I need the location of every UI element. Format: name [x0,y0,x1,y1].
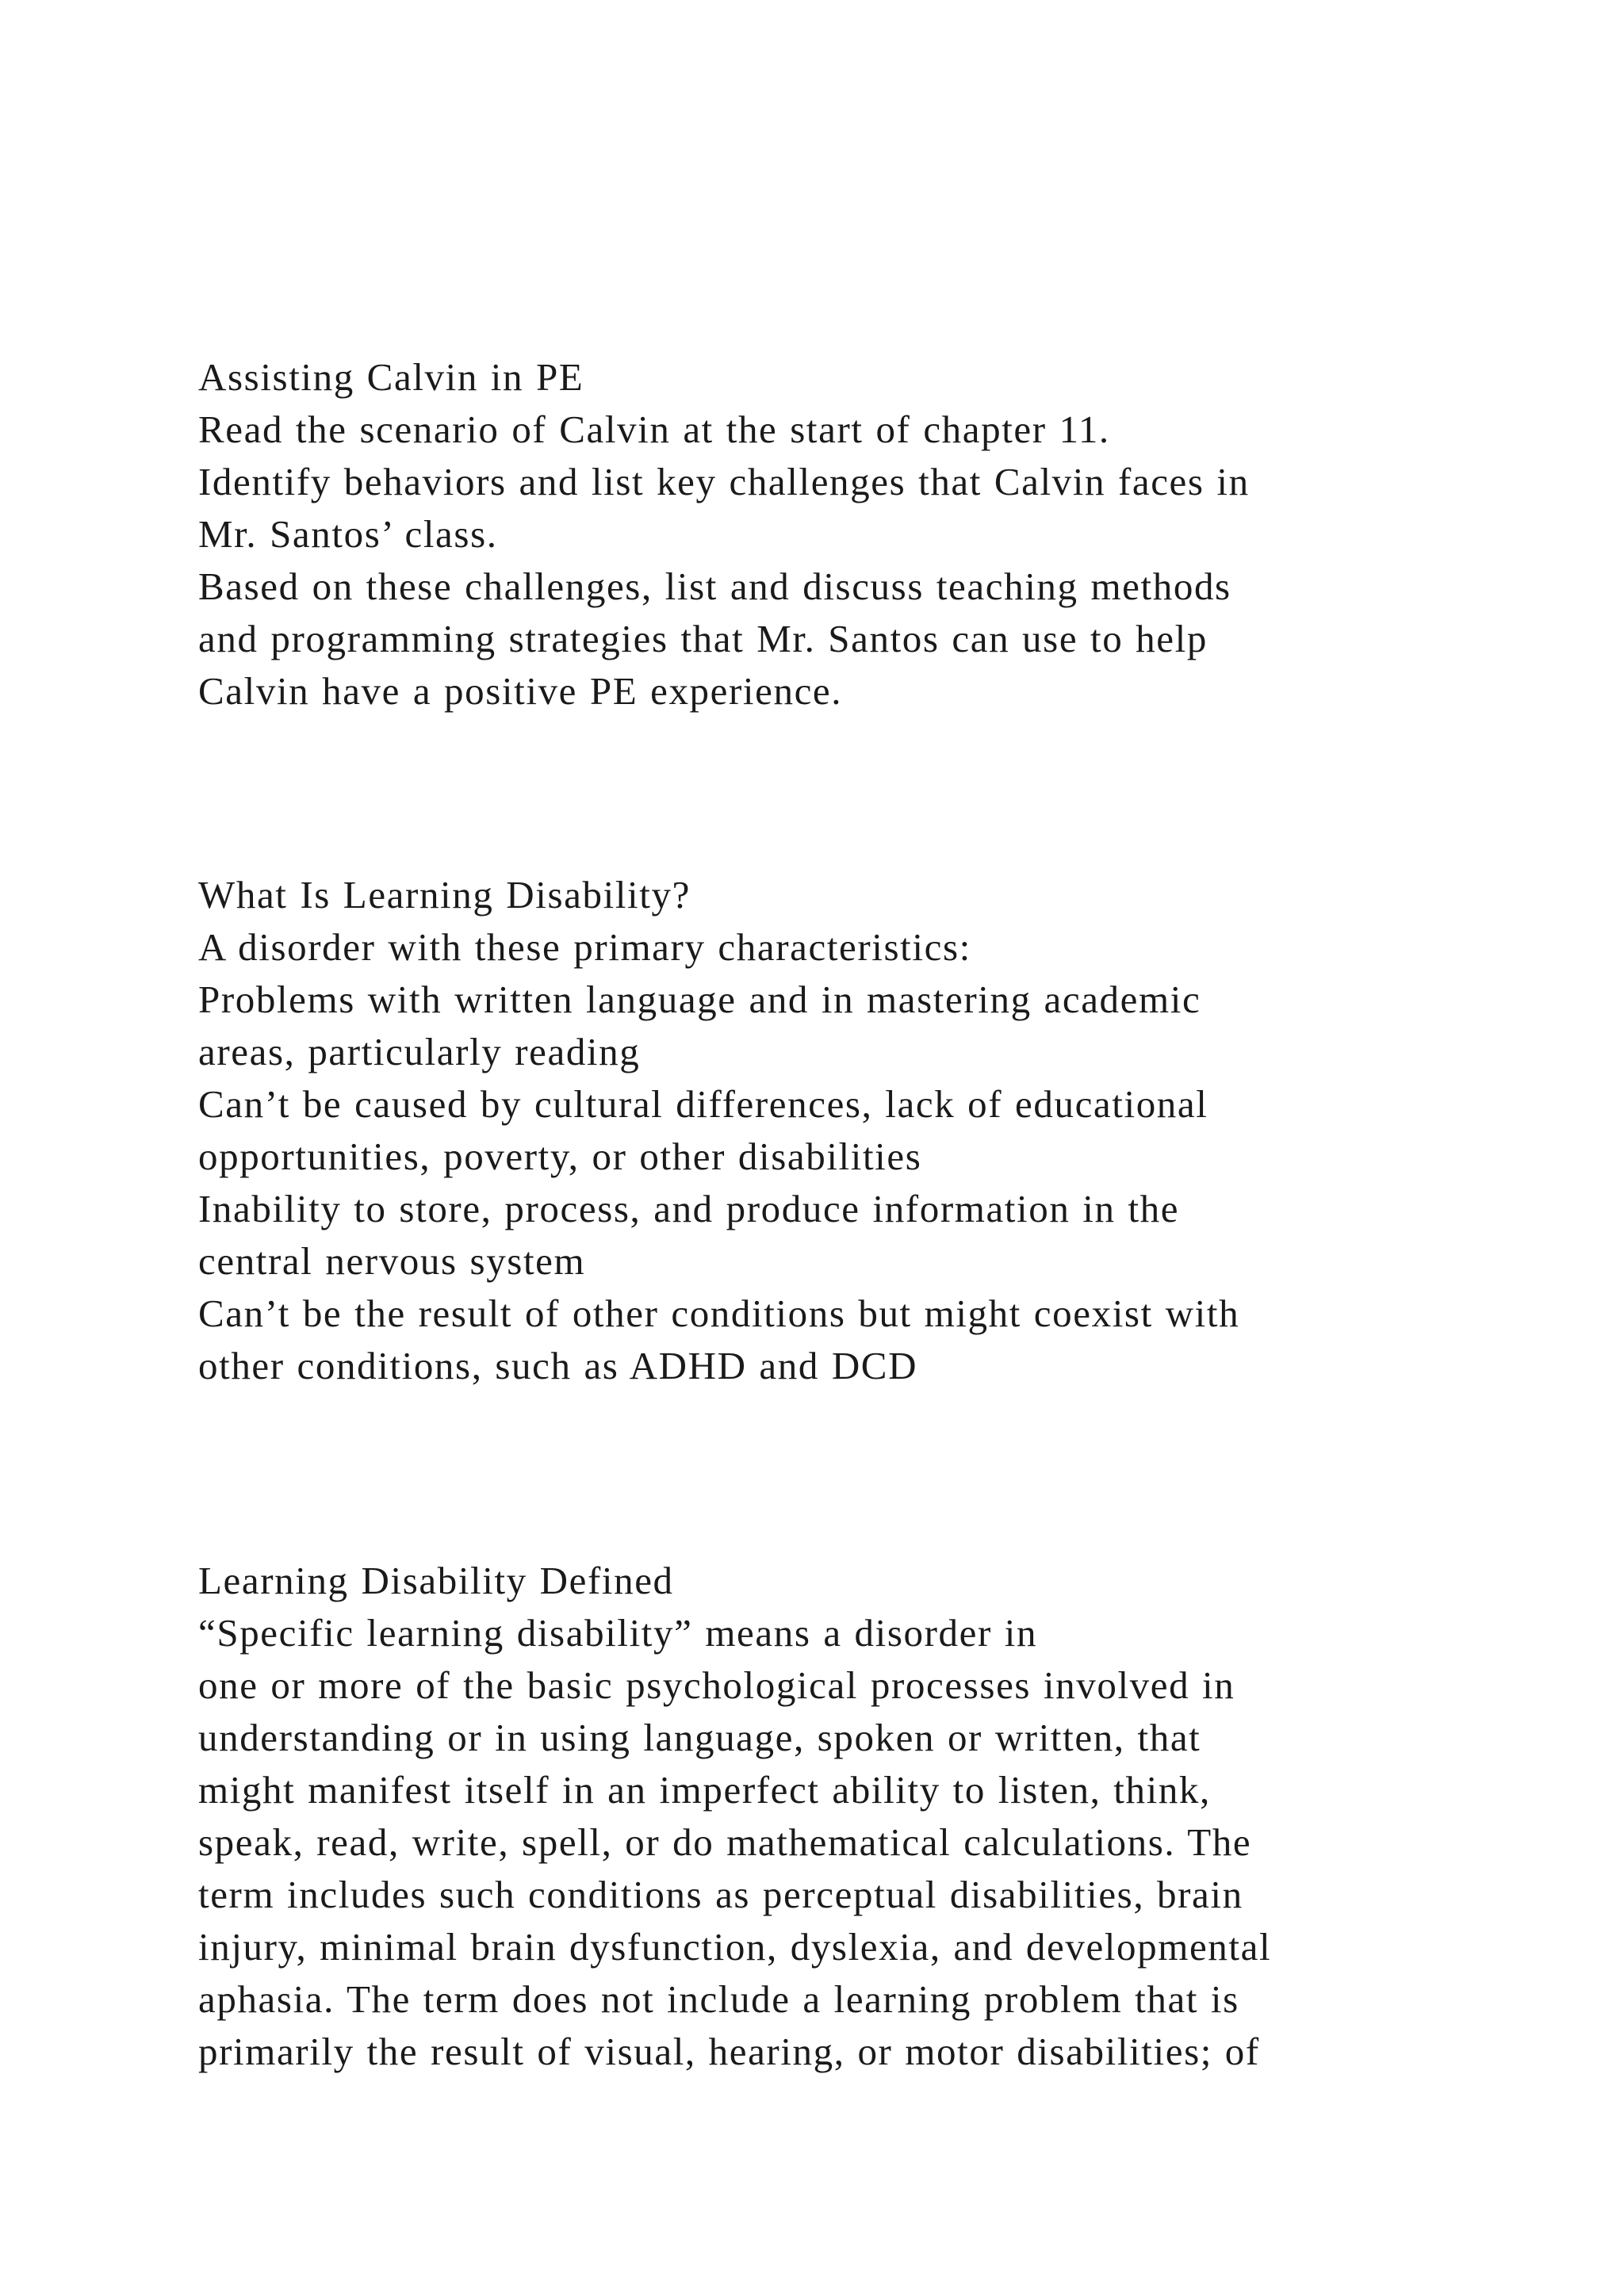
text-line: “Specific learning disability” means a disorder in [198,1611,1038,1655]
text-line: term includes such conditions as perceptual disabilities, brain [198,1873,1243,1916]
text-line: Problems with written language and in mastering academic [198,978,1201,1021]
section-heading: Learning Disability Defined [198,1559,674,1602]
text-line: areas, particularly reading [198,1030,641,1073]
section-heading: Assisting Calvin in PE [198,355,584,399]
text-line: central nervous system [198,1239,586,1283]
text-line: Can’t be the result of other conditions but might coexist with [198,1292,1240,1335]
text-line: Inability to store, process, and produce information in the [198,1187,1180,1230]
text-line: Identify behaviors and list key challenges that Calvin faces in [198,460,1250,503]
text-line: Can’t be caused by cultural differences, lack of educational [198,1082,1208,1126]
text-line: opportunities, poverty, or other disabilities [198,1135,922,1178]
text-line: aphasia. The term does not include a learning problem that is [198,1977,1239,2021]
text-line: Calvin have a positive PE experience. [198,669,843,713]
text-line: speak, read, write, spell, or do mathematical calculations. The [198,1820,1252,1864]
text-line: one or more of the basic psychological processes involved in [198,1663,1235,1707]
section-ld-defined [198,1555,1546,2078]
text-line: A disorder with these primary characteristics: [198,925,971,969]
text-line: other conditions, such as ADHD and DCD [198,1344,918,1387]
text-line: Read the scenario of Calvin at the start of chapter 11. [198,408,1110,451]
text-line: Based on these challenges, list and discuss teaching methods [198,564,1231,608]
text-line: and programming strategies that Mr. Santos can use to help [198,617,1208,660]
section-heading: What Is Learning Disability? [198,873,691,916]
text-line: injury, minimal brain dysfunction, dyslexia, and developmental [198,1925,1272,1969]
text-line: understanding or in using language, spoken or written, that [198,1716,1201,1759]
text-line: might manifest itself in an imperfect ability to listen, think, [198,1768,1211,1812]
text-line: Mr. Santos’ class. [198,512,498,556]
section-assisting-calvin [198,351,1546,718]
section-what-is-ld [198,869,1546,1392]
text-line: primarily the result of visual, hearing, or motor disabilities; of [198,2030,1260,2073]
